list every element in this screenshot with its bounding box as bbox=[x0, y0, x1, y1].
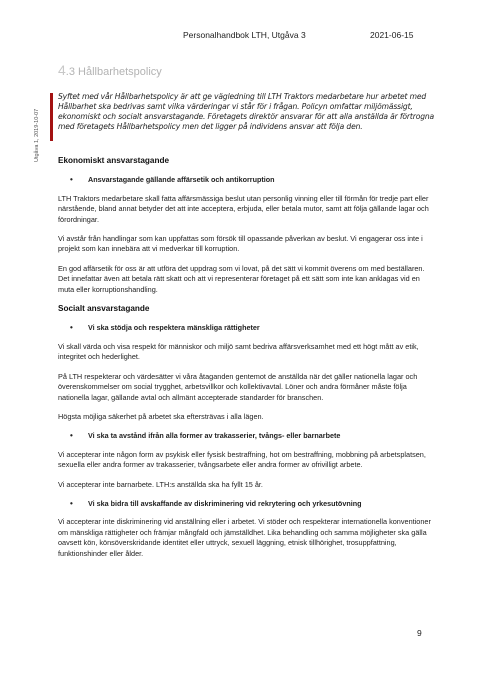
bullet-item bbox=[58, 323, 434, 333]
revision-side-note: Utgåva 1, 2019-10-07 bbox=[34, 108, 40, 162]
paragraph: Vi avstår från handlingar som kan uppfattas som försök till opassande påverkan av beslut. Vi engagerar oss inte i projekt som kan innebära att vi medverkar till korruption. bbox=[58, 234, 423, 254]
section-title bbox=[58, 62, 162, 78]
header-date: 2021-06-15 bbox=[370, 30, 414, 40]
bullet-text: Vi ska ta avstånd ifrån alla former av trakasserier, tvångs- eller barnarbete bbox=[88, 431, 341, 441]
paragraph: Vi accepterar inte diskriminering vid anställning eller i arbetet. Vi stöder och respekterar internationella konventioner om mänskliga rättigheter och främjar mångfald och jämställdhet. Lika behandling och samma möjligheter ska gälla oavsett kön, könsöverskridande identitet eller uttryck, sexuell läggning, etnisk tillhörighet, trosuppfattning, funktionshinder eller ålder. bbox=[58, 517, 431, 558]
paragraph: Vi accepterar inte barnarbete. LTH:s anställda ska ha fyllt 15 år. bbox=[58, 479, 263, 489]
bullet-item bbox=[58, 431, 434, 441]
bullet-dot-icon: • bbox=[70, 431, 73, 441]
revision-marker-bar bbox=[50, 93, 53, 141]
bullet-text: Vi ska stödja och respektera mänskliga rättigheter bbox=[88, 323, 260, 333]
main-content bbox=[58, 156, 434, 568]
paragraph: En god affärsetik för oss är att utföra det uppdrag som vi lovat, på det sätt vi kommit överens om med beställaren. Det innefattar även att betala rätt skatt och att vi representerar företaget på ett sätt som inte kan anklagas vid en muta eller korruptionshandling. bbox=[58, 263, 425, 294]
header-doc-title: Personalhandbok LTH, Utgåva 3 bbox=[183, 30, 306, 40]
social-heading: Socialt ansvarstagande bbox=[58, 304, 150, 314]
paragraph: På LTH respekterar och värdesätter vi våra åtaganden gentemot de anställda när det gäller nationella lagar och överenskommelser om social trygghet, arbetsvillkor och kollektivavtal. Löner och andra förmåner måste följa nationella lagar, gällande avtal och allmänt accepterade standarder för branschen. bbox=[58, 371, 418, 402]
paragraph: Vi skall värda och visa respekt för människor och miljö samt bedriva affärsverksamhet med ett högt mått av etik, integritet och hederlighet. bbox=[58, 341, 419, 362]
paragraph: LTH Traktors medarbetare skall fatta affärsmässiga beslut utan personlig vinning eller till förmån för tredje part eller närstående, bland annat betyder det att inte acceptera, erbjuda, eller betala mutor, samt att följa gällande lagar och förordningar. bbox=[58, 193, 429, 224]
bullet-dot-icon: • bbox=[70, 498, 73, 508]
economic-heading: Ekonomiskt ansvarstagande bbox=[58, 156, 170, 165]
section-subnumber: .3 bbox=[65, 66, 75, 78]
paragraph: Högsta möjliga säkerhet på arbetet ska eftersträvas i alla lägen. bbox=[58, 411, 264, 421]
bullet-item bbox=[58, 175, 434, 185]
bullet-dot-icon: • bbox=[70, 175, 73, 185]
intro-paragraph: Syftet med vår Hållbarhetspolicy är att ge vägledning till LTH Traktors medarbetare hur arbetet med Hållbarhet ska bedrivas samt vilka värderingar vi står för i frågan. Policyn omfattar miljömässigt, ekonomiskt och socialt ansvarstagande. Företagets direktör ansvarar för att alla anställda är förtrogna med företagets Hållbarhetspolicy men det ligger på individens ansvar att följa den. bbox=[58, 92, 435, 132]
section-title-text: Hållbarhetspolicy bbox=[78, 66, 162, 78]
paragraph: Vi accepterar inte någon form av psykisk eller fysisk bestraffning, hot om bestraffning, mobbning på arbetsplatsen, sexuella eller andra former av trakasserier, tvångsarbete eller andra former av ofrivilligt arbete. bbox=[58, 449, 426, 470]
bullet-text: Ansvarstagande gällande affärsetik och antikorruption bbox=[88, 175, 275, 185]
bullet-text: Vi ska bidra till avskaffande av diskriminering vid rekrytering och yrkesutövning bbox=[88, 498, 362, 508]
bullet-dot-icon: • bbox=[70, 323, 73, 333]
section-number: 4 bbox=[58, 62, 66, 78]
bullet-item bbox=[58, 499, 434, 509]
page-number: 9 bbox=[417, 628, 422, 638]
